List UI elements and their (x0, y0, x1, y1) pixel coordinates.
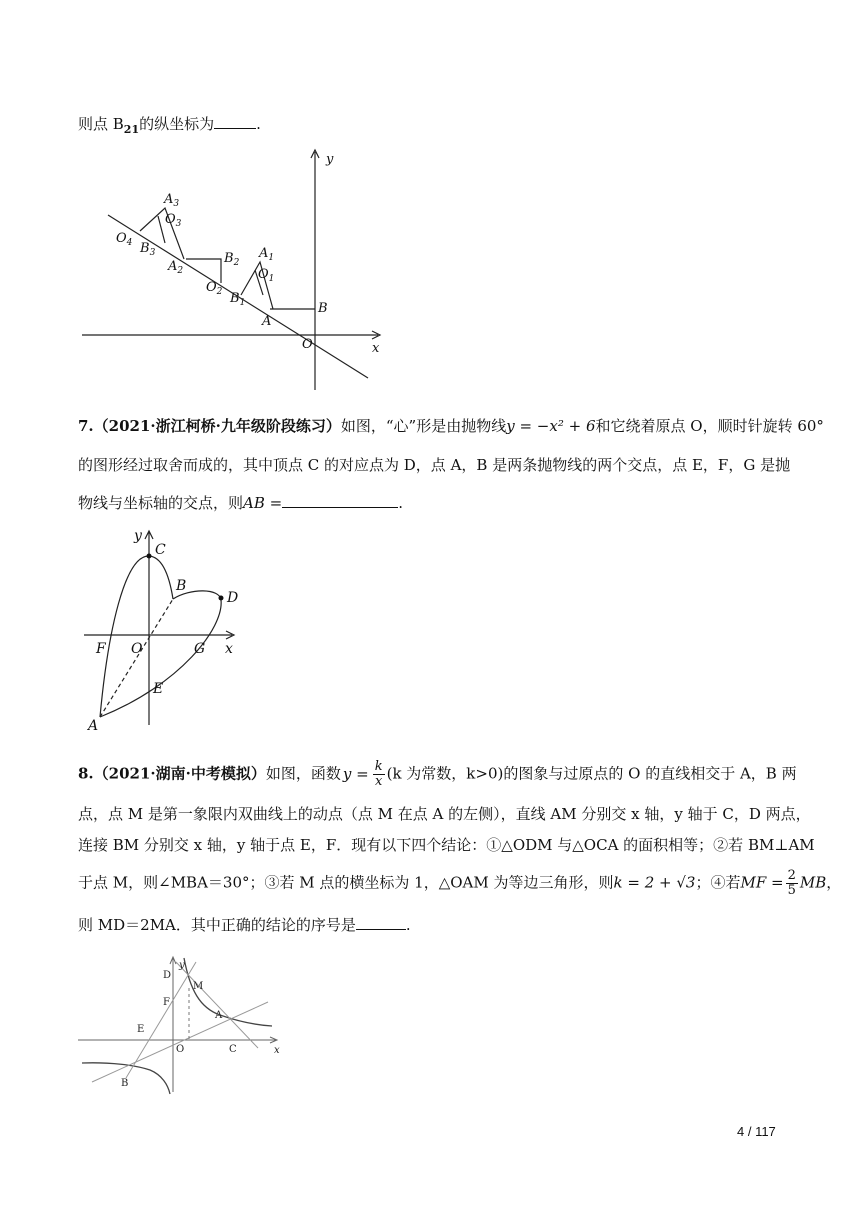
q8-text-4a: 于点 M，则∠MBA＝30°；③若 M 点的横坐标为 1，△OAM 为等边三角形，则 (78, 873, 614, 892)
label-B1: $B_1$ (230, 291, 246, 308)
q8-number: 8. (78, 764, 94, 783)
q8-text-4b: ；④若 (695, 873, 741, 892)
q7-source: （2021·浙江柯桥·九年级阶段练习） (93, 417, 341, 435)
q6-tail-text: 则点 B (78, 115, 124, 133)
label-y: y (326, 152, 334, 167)
label-E: E (137, 1024, 145, 1035)
q8-frac2-den: 5 (787, 883, 796, 898)
label-O4: $O_4$ (116, 231, 133, 248)
point-D (219, 596, 224, 601)
label-A3: $A_3$ (164, 192, 180, 209)
q6-figure (78, 145, 398, 395)
q8-line-4 (78, 869, 841, 898)
label-O: O (176, 1044, 185, 1055)
q6-tail-end: 的纵坐标为 (139, 115, 215, 133)
label-y: y (134, 528, 142, 544)
q7-end: . (398, 494, 403, 512)
q8-line-5 (78, 915, 411, 935)
q7-answer-blank (282, 493, 398, 508)
q8-text-3: 连接 BM 分别交 x 轴，y 轴于点 E，F．现有以下四个结论：①△ODM 与△OCA 的面积相等；②若 BM⊥AM (78, 836, 815, 854)
q8-figure (76, 950, 286, 1100)
q6-tail-sub: 21 (123, 123, 140, 136)
q8-line-3 (78, 835, 815, 855)
q7-text-1: 如图，“心”形是由抛物线 (340, 417, 507, 435)
q8-frac-den: x (374, 774, 383, 789)
label-O3: $O_3$ (165, 212, 182, 229)
label-O: O (302, 337, 313, 352)
q8-line-1: 8.（2021·湖南·中考模拟）如图，函数 y = $\frac{k}{x}$ (k 为常数，k>0)的图象与过原点的 O 的直线相交于 A，B 两 (78, 759, 797, 789)
label-y: y (179, 960, 185, 971)
q7-line-3 (78, 493, 403, 513)
label-D: D (163, 970, 172, 981)
page-number: 4 / 117 (737, 1124, 776, 1139)
q7-figure (82, 522, 252, 732)
label-O1: $O_1$ (258, 267, 275, 284)
label-C: C (155, 542, 166, 558)
q8-text-2: 点，点 M 是第一象限内双曲线上的动点（点 M 在点 A 的左侧），直线 AM 分别交 x 轴，y 轴于 C，D 两点， (78, 805, 811, 823)
q7-line-2 (78, 455, 790, 475)
q7-text-1b: 和它绕着原点 O，顺时针旋转 60° (595, 417, 824, 435)
label-A2: $A_2$ (168, 259, 184, 276)
q8-source: （2021·湖南·中考模拟） (93, 764, 266, 783)
label-F: F (163, 997, 170, 1008)
q8-text-1a: 如图，函数 (265, 764, 341, 783)
label-B: B (176, 578, 187, 594)
label-M: M (193, 981, 204, 992)
seg-O3 (158, 216, 165, 243)
q8-frac2-num: 2 (787, 868, 796, 883)
q8-text-4c: ， (826, 873, 842, 892)
q8-text-1b: (k 为常数，k>0)的图象与过原点的 O 的直线相交于 A，B 两 (386, 764, 797, 783)
label-x: x (372, 341, 380, 356)
q8-fraction-2 (786, 869, 798, 898)
q8-k-expr: k = 2 + √3 (613, 873, 696, 892)
label-O: O (131, 641, 143, 657)
label-B: B (318, 301, 328, 316)
q8-text-5: 则 MD＝2MA．其中正确的结论的序号是 (78, 916, 356, 934)
label-x: x (225, 641, 233, 657)
line-BM (126, 962, 196, 1078)
label-F: F (96, 641, 106, 657)
q8-mb-expr: MB (799, 873, 827, 892)
point-C (147, 554, 152, 559)
q7-formula: y = −x² + 6 (506, 417, 596, 435)
q8-end: . (405, 916, 411, 934)
label-E: E (153, 681, 164, 697)
q7-text-3: 物线与坐标轴的交点，则 (78, 494, 244, 512)
label-A1: $A_1$ (259, 246, 275, 263)
label-O2: $O_2$ (206, 280, 223, 297)
label-A: A (215, 1010, 223, 1021)
q7-line-1 (78, 416, 824, 436)
q6-tail-line: 则点 $B_{21}$的纵坐标为 . (78, 115, 261, 136)
q6-answer-blank (214, 114, 256, 129)
q7-expr: AB = (243, 494, 283, 512)
label-B2: $B_2$ (224, 251, 240, 268)
label-G: G (194, 641, 206, 657)
q7-text-2: 的图形经过取舍而成的，其中顶点 C 的对应点为 D，点 A，B 是两条抛物线的两个交点，点 E，F，G 是抛 (78, 456, 791, 474)
q8-line-2 (78, 804, 811, 824)
q8-frac-num: k (374, 759, 383, 774)
line-BA (92, 1002, 268, 1082)
label-B3: $B_3$ (140, 241, 156, 258)
label-x: x (274, 1045, 280, 1056)
q7-number: 7. (78, 417, 94, 435)
q8-mf-expr: MF = (740, 873, 784, 892)
label-D: D (227, 590, 239, 606)
hyperbola-branch-1 (184, 958, 272, 1026)
label-B: B (121, 1078, 129, 1089)
label-C: C (229, 1044, 237, 1055)
q8-fraction (373, 760, 385, 789)
q8-answer-blank (356, 915, 406, 930)
label-A: A (262, 314, 272, 329)
label-A: A (88, 718, 99, 732)
